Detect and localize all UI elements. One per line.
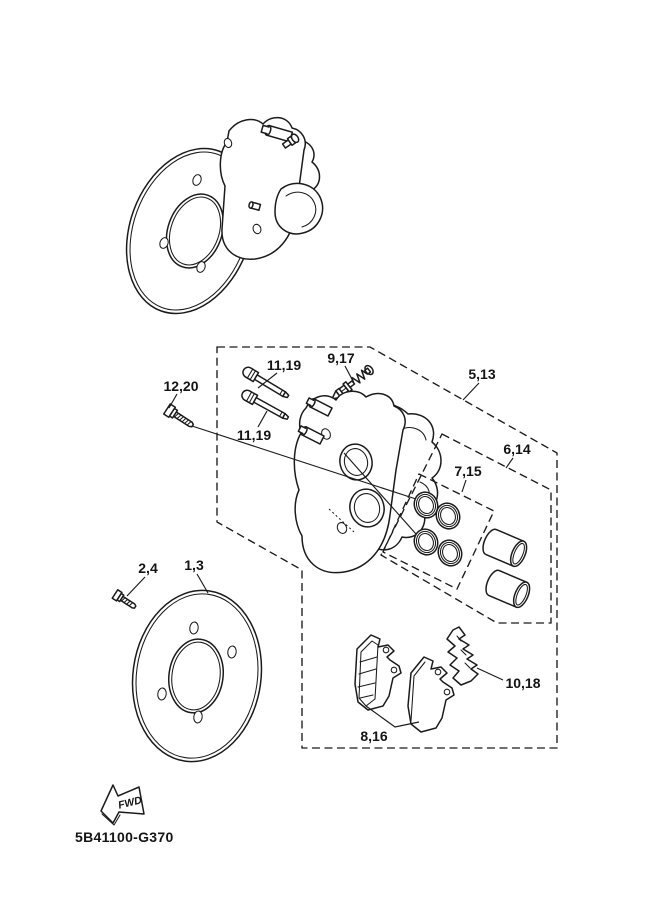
callout-bracket-bolt: 12,20 [163,378,199,394]
leader-bleed-screw [345,366,354,383]
drawing-code: 5B41100-G370 [75,829,174,845]
pad-ear-hole [391,667,397,673]
callout-brake-pad-kit: 8,16 [360,728,388,744]
brake-pad-outer [355,635,401,710]
callout-pad-support: 10,18 [505,675,541,691]
leader-pad-pin-lower [258,411,267,427]
leader-caliper-assembly [463,383,479,400]
fwd-arrow [101,785,144,825]
callout-caliper-assembly: 5,13 [468,366,496,382]
bracket-bolt [164,404,196,431]
fwd-arrow-label: FWD [116,794,144,812]
callout-seal-kit: 7,15 [454,463,482,479]
disc-bolt [112,590,138,611]
assembled-brake-unit [105,118,323,332]
callout-pad-pin-lower: 11,19 [236,427,272,443]
callout-piston-set: 6,14 [503,441,531,457]
leader-seal-kit [462,480,466,492]
assembled-caliper [220,118,322,260]
seal-ring [434,537,465,570]
pad-ear-hole [444,689,450,695]
callout-pad-pin-upper: 11,19 [266,357,302,373]
callout-brake-disc: 1,3 [184,557,204,573]
callout-bleed-screw: 9,17 [327,350,355,366]
leader-disc-bolt [127,577,145,596]
piston [480,527,530,569]
leader-piston-set [506,458,513,468]
pad-ear-hole [435,669,441,675]
leader-pad-support [477,668,503,680]
piston [483,568,533,610]
pad-support-clip [447,627,478,685]
pad-ear-hole [383,647,389,653]
brake-disc [122,582,273,770]
brake-pad-inner [408,657,454,732]
callout-disc-bolt: 2,4 [138,560,158,576]
